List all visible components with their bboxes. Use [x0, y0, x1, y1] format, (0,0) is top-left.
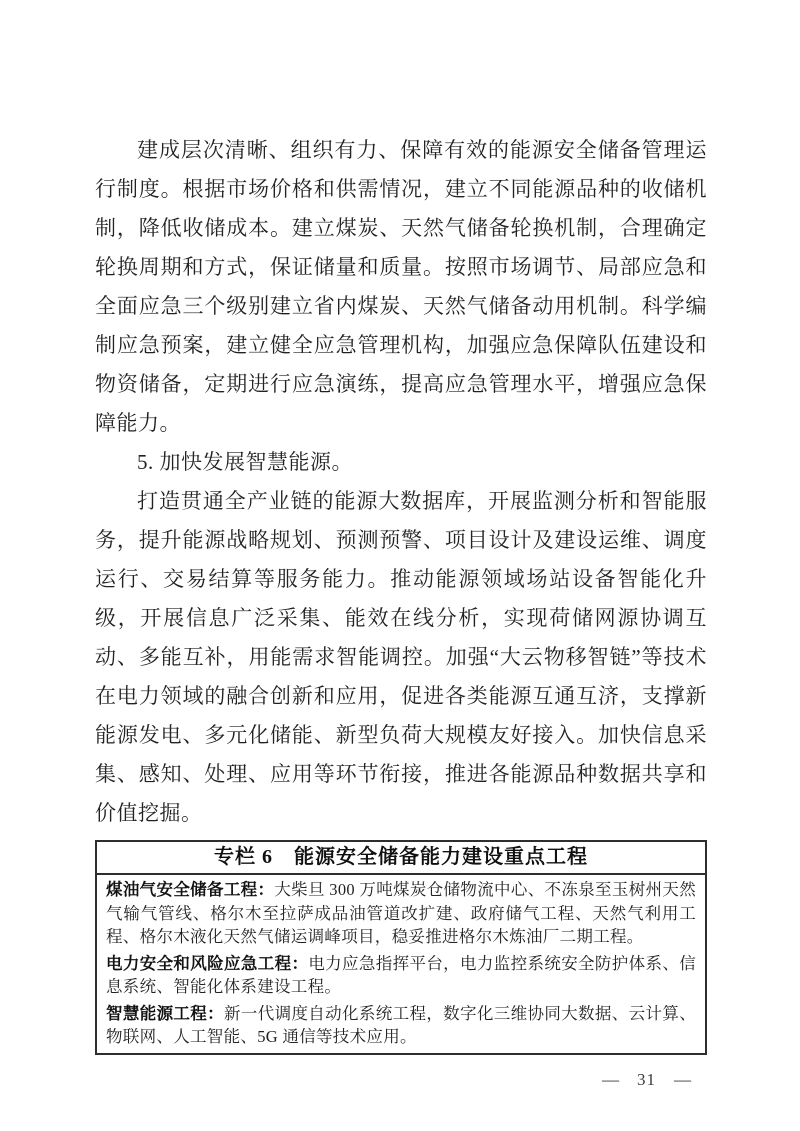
panel-title: 专栏 6 能源安全储备能力建设重点工程 [97, 842, 705, 875]
body-paragraph-smart-energy: 打造贯通全产业链的能源大数据库，开展监测分析和智能服务，提升能源战略规划、预测预警、项目设计及建设运维、调度运行、交易结算等服务能力。推动能源领域场站设备智能化升级，开展信息广泛采集、能效在线分析，实现荷储网源协调互动、多能互补，用能需求智能调控。加强“大云物移智链”等技术在电力领域的融合创新和应用，促进各类能源互通互济，支撑新能源发电、多元化储能、新型负荷大规模友好接入。加快信息采集、感知、处理、应用等环节衔接，推进各能源品种数据共享和价值挖掘。 [95, 489, 707, 825]
page-number-dash-right: — [674, 1069, 691, 1089]
panel-item [106, 878, 696, 949]
panel-item [106, 952, 696, 999]
document-body [95, 131, 707, 1091]
panel-item-text: 电力应急指挥平台，电力监控系统安全防护体系、信息系统、智能化体系建设工程。 [106, 953, 696, 996]
section-heading-smart-energy: 5. 加快发展智慧能源。 [137, 450, 353, 474]
panel-item-label: 智慧能源工程： [106, 1003, 225, 1023]
panel-box-6 [95, 840, 707, 1055]
page-number: 31 [637, 1069, 656, 1089]
panel-item-text: 大柴旦 300 万吨煤炭仓储物流中心、不冻泉至玉树州天然气输气管线、格尔木至拉萨成品油管道改扩建、政府储气工程、天然气利用工程、格尔木液化天然气储运调峰项目，稳妥推进格尔木炼油厂二期工程。 [106, 880, 696, 946]
panel-item-label: 电力安全和风险应急工程： [106, 953, 309, 973]
panel-item-label: 煤油气安全储备工程： [106, 880, 275, 899]
body-paragraph-storage-system: 建成层次清晰、组织有力、保障有效的能源安全储备管理运行制度。根据市场价格和供需情况，建立不同能源品种的收储机制，降低收储成本。建立煤炭、天然气储备轮换机制，合理确定轮换周期和方式，保证储量和质量。按照市场调节、局部应急和全面应急三个级别建立省内煤炭、天然气储备动用机制。科学编制应急预案，建立健全应急管理机构，加强应急保障队伍建设和物资储备，定期进行应急演练，提高应急管理水平，增强应急保障能力。 [95, 138, 707, 435]
panel-body [97, 875, 705, 1053]
panel-item [106, 1002, 696, 1049]
panel-item-text: 新一代调度自动化系统工程，数字化三维协同大数据、云计算、物联网、人工智能、5G 通信等技术应用。 [106, 1003, 696, 1046]
page-footer [95, 1069, 707, 1091]
page-number-dash-left: — [602, 1069, 619, 1089]
